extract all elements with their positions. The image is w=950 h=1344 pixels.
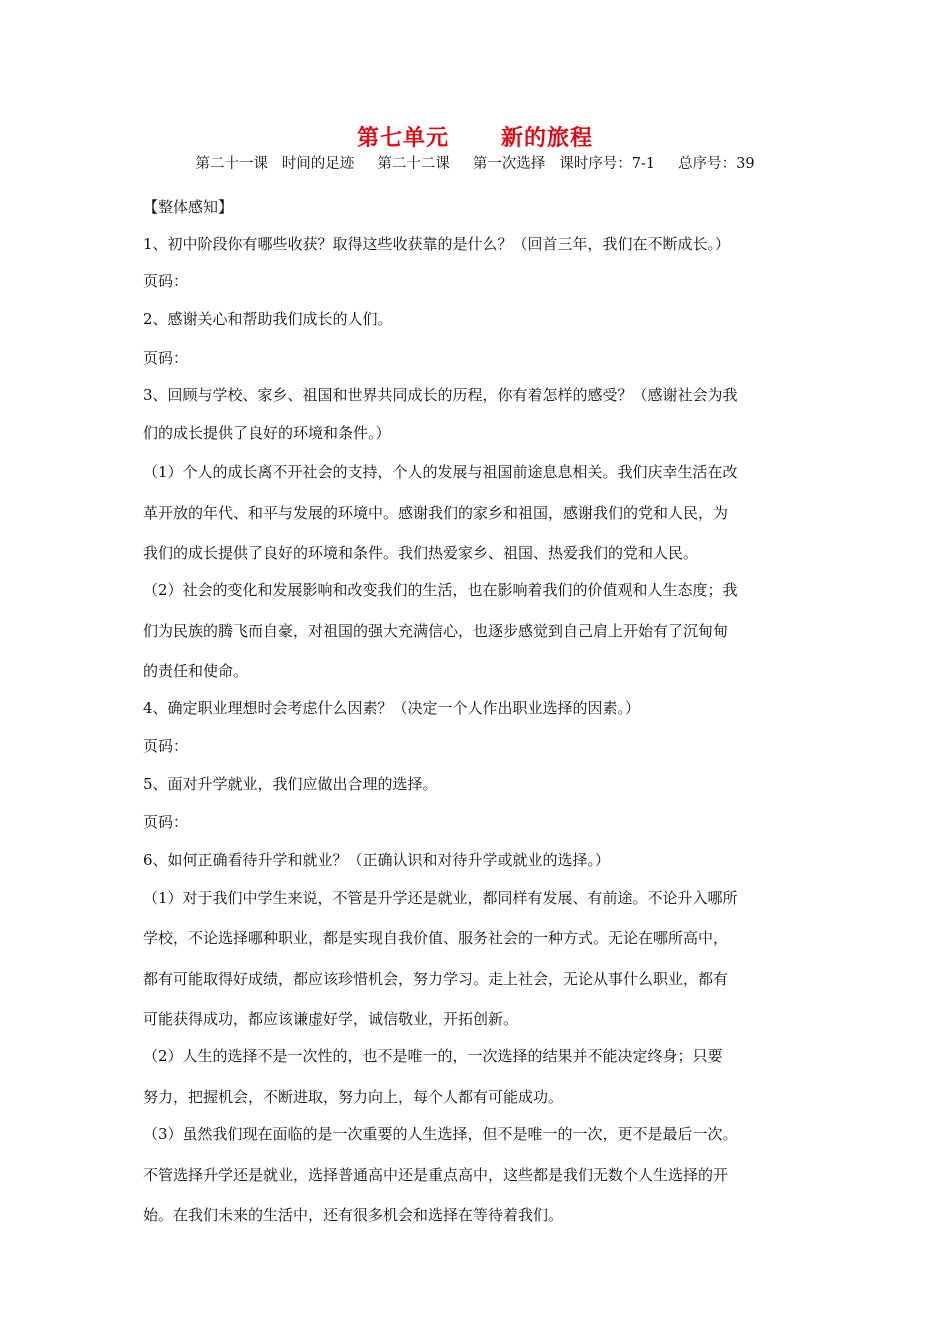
question-5: 5、面对升学就业，我们应做出合理的选择。 xyxy=(143,775,438,793)
page-number-label: 页码： xyxy=(143,737,189,755)
answer-3-2: （2）社会的变化和发展影响和改变我们的生活，也在影响着我们的价值观和人生态度；我 xyxy=(143,581,738,599)
answer-3-2-cont: 们为民族的腾飞而自豪，对祖国的强大充满信心，也逐步感觉到自己肩上开始有了沉甸甸 xyxy=(143,622,729,640)
answer-6-3-cont: 不管选择升学还是就业，选择普通高中还是重点高中，这些都是我们无数个人生选择的开 xyxy=(143,1166,729,1184)
answer-6-3-cont: 始。在我们未来的生活中，还有很多机会和选择在等待着我们。 xyxy=(143,1206,564,1224)
page-number-label: 页码： xyxy=(143,272,189,290)
answer-6-1: （1）对于我们中学生来说，不管是升学还是就业，都同样有发展、有前途。不论升入哪所 xyxy=(143,889,738,907)
question-1: 1、初中阶段你有哪些收获？取得这些收获靠的是什么？（回首三年，我们在不断成长。） xyxy=(143,235,731,253)
answer-3-2-cont: 的责任和使命。 xyxy=(143,662,249,680)
answer-6-2-cont: 努力，把握机会，不断进取，努力向上，每个人都有可能成功。 xyxy=(143,1088,564,1106)
answer-3-1-cont: 我们的成长提供了良好的环境和条件。我们热爱家乡、祖国、热爱我们的党和人民。 xyxy=(143,544,699,562)
page-number-label: 页码： xyxy=(143,813,189,831)
page-number-label: 页码： xyxy=(143,349,189,367)
section-heading: 【整体感知】 xyxy=(143,198,234,216)
question-3-cont: 们的成长提供了良好的环境和条件。） xyxy=(143,424,391,442)
answer-3-1-cont: 革开放的年代、和平与发展的环境中。感谢我们的家乡和祖国，感谢我们的党和人民，为 xyxy=(143,504,729,522)
answer-3-1: （1）个人的成长离不开社会的支持，个人的发展与祖国前途息息相关。我们庆幸生活在改 xyxy=(143,463,738,481)
answer-6-1-cont: 学校，不论选择哪种职业，都是实现自我价值、服务社会的一种方式。无论在哪所高中， xyxy=(143,929,729,947)
answer-6-1-cont: 都有可能取得好成绩，都应该珍惜机会，努力学习。走上社会，无论从事什么职业，都有 xyxy=(143,970,729,988)
lesson-subtitle: 第二十一课 时间的足迹 第二十二课 第一次选择 课时序号：7-1 总序号：39 xyxy=(195,156,755,172)
unit-title: 第七单元 新的旅程 xyxy=(357,126,593,151)
question-2: 2、感谢关心和帮助我们成长的人们。 xyxy=(143,310,393,328)
answer-6-1-cont: 可能获得成功，都应该谦虚好学，诚信敬业，开拓创新。 xyxy=(143,1010,519,1028)
question-6: 6、如何正确看待升学和就业？（正确认识和对待升学或就业的选择。） xyxy=(143,851,611,869)
question-3: 3、回顾与学校、家乡、祖国和世界共同成长的历程，你有着怎样的感受？（感谢社会为我 xyxy=(143,386,738,404)
answer-6-3: （3）虽然我们现在面临的是一次重要的人生选择，但不是唯一的一次，更不是最后一次。 xyxy=(143,1125,738,1143)
question-4: 4、确定职业理想时会考虑什么因素？（决定一个人作出职业选择的因素。） xyxy=(143,699,641,717)
answer-6-2: （2）人生的选择不是一次性的，也不是唯一的，一次选择的结果并不能决定终身；只要 xyxy=(143,1047,723,1065)
